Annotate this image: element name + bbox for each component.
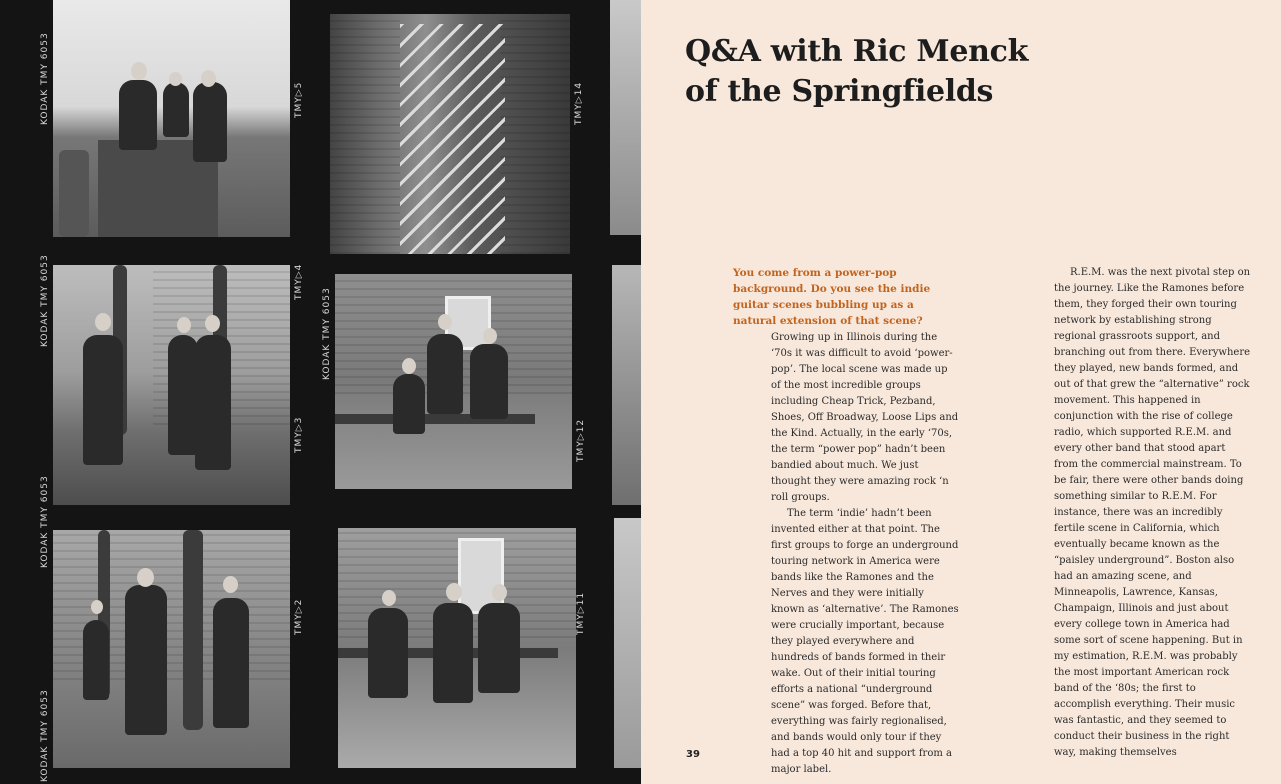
title-line-2: of the Springfields: [685, 74, 994, 109]
interview-answer-column-1: [771, 330, 959, 778]
interview-question: You come from a power-pop background. Do you see the indie guitar scenes bubbling up as a natural extension of that scene?: [733, 267, 931, 327]
photo-frame-edge-3: [614, 518, 641, 768]
film-edge-label: TMY▷3: [294, 416, 304, 453]
photo-frame-edge-2: [612, 265, 641, 505]
answer-paragraph: R.E.M. was the next pivotal step on the journey. Like the Ramones before them, they forged their own touring network by establishing strong regional grassroots support, and branching out from there. Everywhere they played, new bands formed, and out of that grew the “alternative” rock movement. This happened in conjunction with the rise of college radio, which supported R.E.M. and every other band that stood apart from the commercial mainstream. To be fair, there were other bands doing something similar to R.E.M. For instance, there was an incredibly fertile scene in California, which eventually became known as the “paisley underground”. Boston also had an amazing scene, and Minneapolis, Lawrence, Kansas, Champaign, Illinois and just about every college town in America had some sort of scene happening. But in my estimation, R.E.M. was probably the most important American rock band of the ‘80s; the first to accomplish everything. Their music was fantastic, and they seemed to conduct their business in the right way, making themselves: [1054, 267, 1251, 758]
photo-frame-edge-1: [610, 0, 641, 235]
interview-answer-column-2: [1054, 265, 1252, 761]
answer-paragraph: Growing up in Illinois during the ‘70s it was difficult to avoid ‘power-pop’. The local scene was made up of the most incredible groups including Cheap Trick, Pezband, Shoes, Off Broadway, Loose Lips and the Kind. Actually, in the early ‘70s, the term “power pop” hadn’t been bandied about much. We just thought they were amazing rock ‘n roll groups.: [771, 332, 959, 503]
film-edge-label: KODAK TMY 6053: [40, 475, 50, 568]
film-edge-label: TMY▷5: [294, 81, 304, 118]
film-edge-label: KODAK TMY 6053: [40, 689, 50, 782]
answer-paragraph: The term ‘indie’ hadn’t been invented either at that point. The first groups to forge an underground touring network in America were bands like the Ramones and the Nerves and they were initially known as ‘alternative’. The Ramones were crucially important, because they played everywhere and hundreds of bands formed in their wake. Out of their initial touring efforts a national “underground scene” was forged. Before that, everything was fairly regionalised, and bands would only tour if they had a top 40 hit and support from a major label.: [771, 508, 959, 775]
film-edge-label: KODAK TMY 6053: [40, 32, 50, 125]
film-edge-label: KODAK TMY 6053: [40, 254, 50, 347]
photo-frame-1: [53, 0, 290, 237]
film-edge-label: KODAK TMY 6053: [322, 287, 332, 380]
film-edge-label: TMY▷12: [576, 418, 586, 462]
film-edge-label: TMY▷14: [574, 81, 584, 125]
article-page: [641, 0, 1281, 784]
photo-frame-6: [338, 528, 576, 768]
film-edge-label: TMY▷4: [294, 263, 304, 300]
photo-frame-5: [53, 530, 290, 768]
article-title: [685, 32, 1028, 112]
photo-frame-4: [335, 274, 572, 489]
photo-frame-2: [330, 14, 570, 254]
title-line-1: Q&A with Ric Menck: [685, 34, 1029, 69]
film-edge-label: TMY▷2: [294, 598, 304, 635]
photo-frame-3: [53, 265, 290, 505]
film-edge-label: TMY▷11: [576, 591, 586, 635]
page-number: 39: [686, 749, 700, 760]
